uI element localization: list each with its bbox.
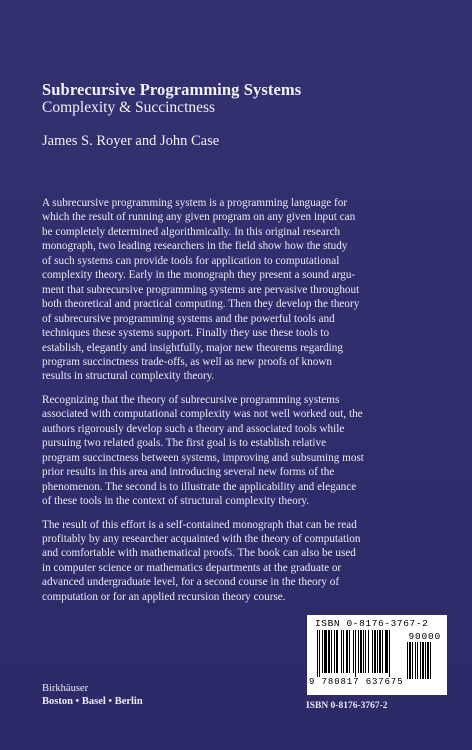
- barcode-bar: [407, 642, 408, 679]
- publisher-block: [42, 682, 143, 708]
- blurb-line: computation or for an applied recursion theory course.: [42, 590, 286, 603]
- barcode-bar: [430, 642, 431, 679]
- blurb-line: of subrecursive programming systems and the powerful tools and: [42, 312, 335, 325]
- blurb-line: establish, elegantly and insightfully, major new theorems regarding: [42, 341, 343, 354]
- barcode-bar: [322, 630, 323, 673]
- blurb-line: authors rigorously develop such a theory and associated tools while: [42, 422, 345, 435]
- barcode-bar: [353, 630, 354, 673]
- barcode-bar: [328, 630, 330, 673]
- book-subtitle: Complexity & Succinctness: [42, 99, 216, 116]
- blurb-line: Recognizing that the theory of subrecursive programming systems: [42, 393, 340, 406]
- isbn-footer: ISBN 0-8176-3767-2: [306, 701, 388, 711]
- blurb-line: The result of this effort is a self-contained monograph that can be read: [42, 518, 357, 531]
- barcode-bar: [382, 630, 383, 673]
- barcode-bar: [385, 630, 388, 673]
- blurb-line: of such systems can provide tools for application to computational: [42, 254, 340, 267]
- blurb-line: ment that subrecursive programming systems are pervasive throughout: [42, 283, 360, 296]
- blurb-line: profitably by any researcher acquainted with the theory of computation: [42, 532, 361, 545]
- blurb-line: A subrecursive programming system is a programming language for: [42, 197, 348, 209]
- blurb-line: results in structural complexity theory.: [42, 370, 215, 383]
- barcode-bar: [379, 630, 381, 673]
- blurb-paragraph: [42, 518, 424, 605]
- barcode-bar: [355, 630, 356, 677]
- barcode-bar: [334, 630, 335, 673]
- barcode-bar: [412, 642, 413, 679]
- barcode-bar: [409, 642, 411, 679]
- barcode-bar: [374, 630, 376, 673]
- publisher-cities: Boston • Basel • Berlin: [42, 696, 143, 707]
- barcode-bar: [331, 630, 332, 673]
- blurb-line: phenomenon. The second is to illustrate the applicability and elegance: [42, 480, 357, 493]
- blurb-paragraph: [42, 196, 424, 384]
- blurb-line: program succinctness trade-offs, as well as new proofs of known: [42, 355, 332, 368]
- blurb-line: pursuing two related goals. The first goal is to establish relative: [42, 437, 327, 450]
- barcode-bar: [427, 642, 429, 679]
- barcode-bar: [336, 630, 338, 673]
- barcode-bar: [360, 630, 362, 673]
- blurb-line: which the result of running any given program on any given input can: [42, 211, 356, 224]
- barcode-bar: [422, 642, 424, 679]
- blurb-line: and comfortable with mathematical proofs. The book can also be used: [42, 547, 356, 560]
- blurb-line: be completely determined algorithmically. In this original research: [42, 225, 341, 238]
- barcode-bar: [377, 630, 378, 673]
- book-authors: James S. Royer and John Case: [42, 133, 220, 149]
- blurb-line: complexity theory. Early in the monograph they present a sound argu-: [42, 269, 356, 282]
- blurb-line: associated with computational complexity was not well worked out, the: [42, 408, 363, 421]
- barcode-bar: [349, 630, 350, 673]
- barcode-bar: [358, 630, 359, 673]
- blurb-line: monograph, two leading researchers in the field show how the study: [42, 240, 348, 253]
- barcode-bar: [425, 642, 426, 679]
- barcode-bar: [324, 630, 327, 673]
- blurb-paragraph: [42, 393, 424, 509]
- blurb-line: program succinctness between systems, improving and subsuming most: [42, 451, 364, 464]
- barcode-bar: [343, 630, 344, 673]
- blurb-line: advanced undergraduate level, for a second course in the theory of: [42, 576, 340, 589]
- barcode-bar: [317, 630, 318, 677]
- barcode-bar: [389, 630, 390, 677]
- barcode-bar: [372, 630, 373, 673]
- barcode-bar: [346, 630, 348, 673]
- blurb-line: both theoretical and practical computing. Then they develop the theory: [42, 298, 360, 311]
- barcode: [307, 615, 447, 695]
- barcode-bar: [363, 630, 364, 673]
- barcode-bar: [420, 642, 421, 679]
- blurb: [42, 196, 424, 613]
- barcode-bar: [368, 630, 369, 673]
- blurb-line: prior results in this area and introducing several new forms of the: [42, 466, 335, 479]
- blurb-line: in computer science or mathematics departments at the graduate or: [42, 561, 342, 574]
- barcode-bar: [365, 630, 366, 673]
- barcode-bar: [319, 630, 320, 677]
- blurb-line: of these tools in the context of structural complexity theory.: [42, 495, 310, 508]
- publisher-name: Birkhäuser: [42, 683, 89, 694]
- barcode-ean-number: 9 780817 637675: [309, 677, 404, 687]
- book-title: Subrecursive Programming Systems: [42, 80, 302, 99]
- barcode-bar: [415, 642, 416, 679]
- barcode-addon-number: 90000: [408, 631, 441, 642]
- barcode-bar: [341, 630, 342, 673]
- barcode-isbn-label: ISBN 0-8176-3767-2: [315, 618, 429, 629]
- barcode-bar: [417, 642, 418, 679]
- blurb-line: techniques these systems support. Finally they use these tools to: [42, 327, 330, 340]
